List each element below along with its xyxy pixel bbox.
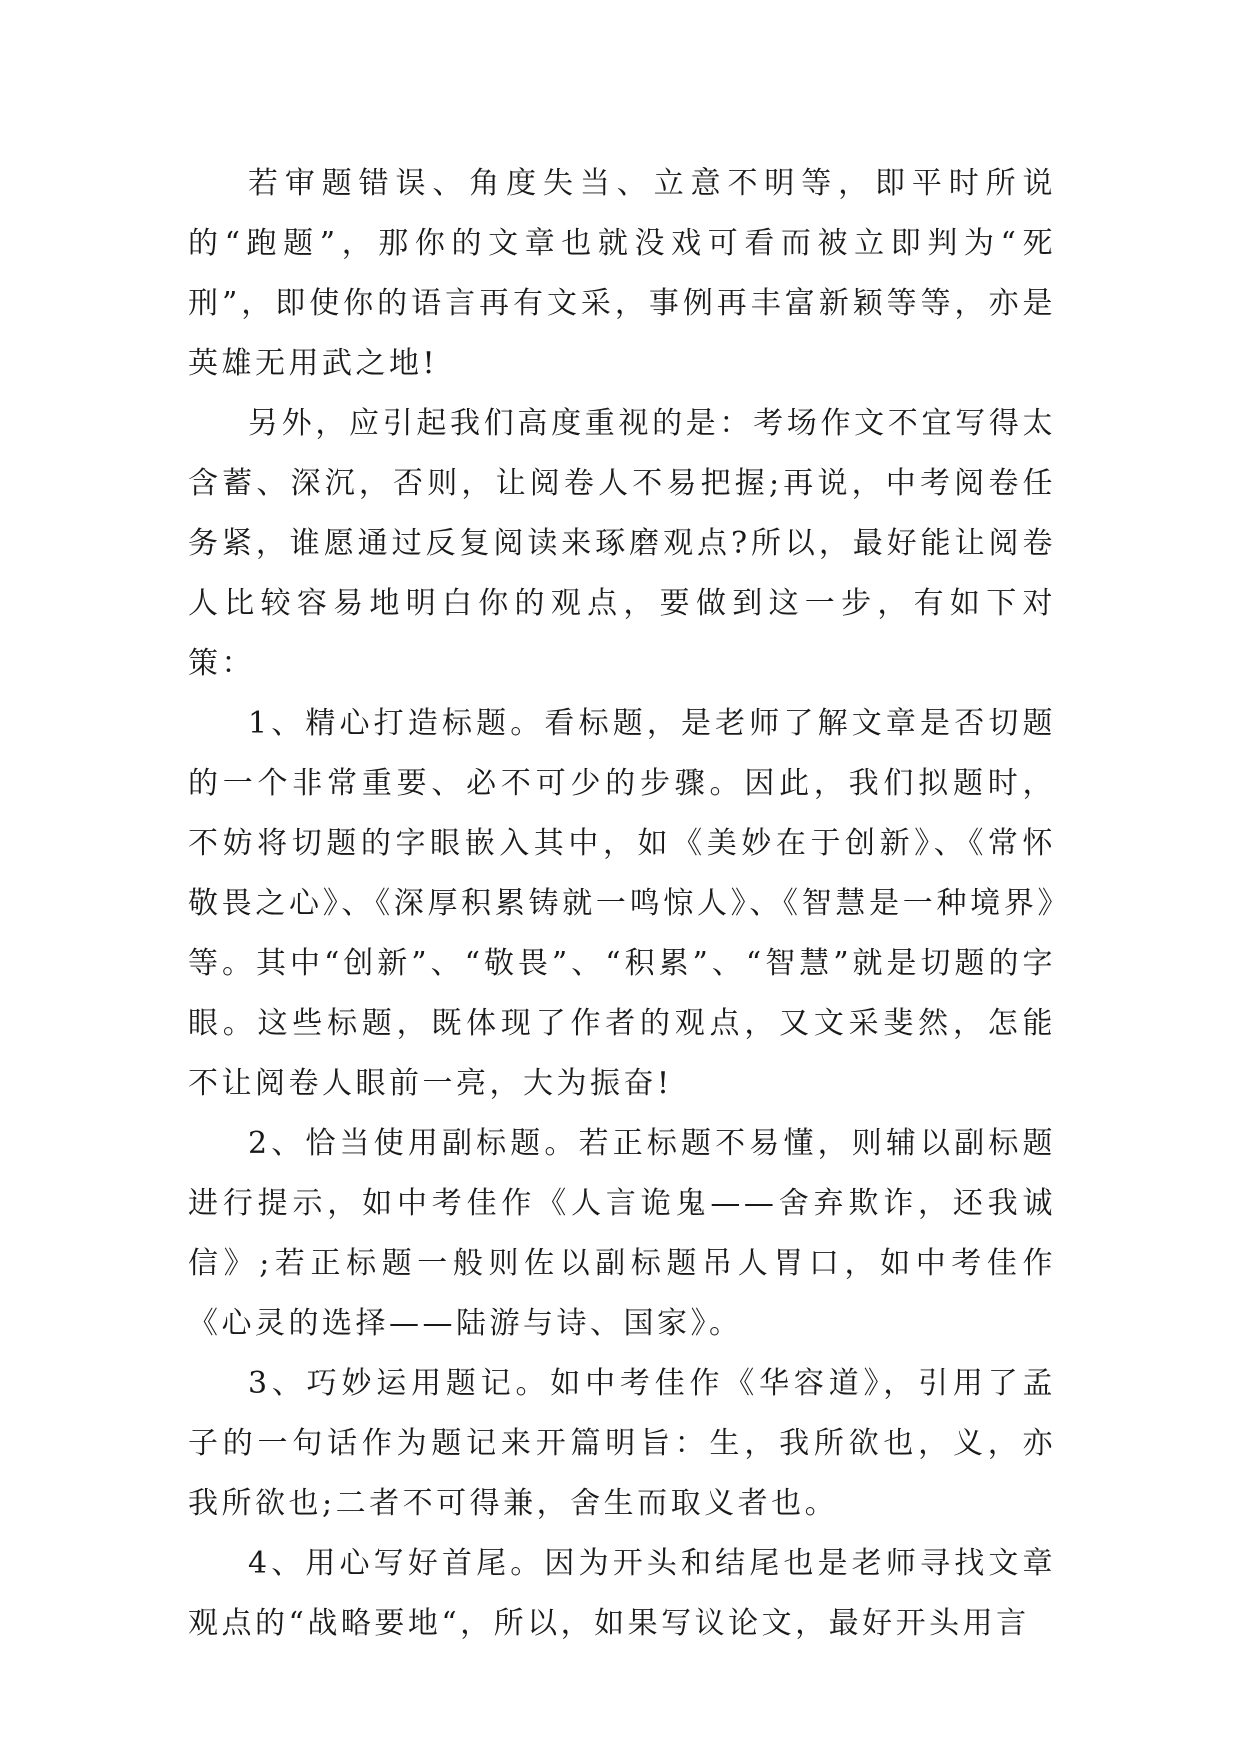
- paragraph-1: 若审题错误、角度失当、立意不明等，即平时所说的“跑题”，那你的文章也就没戏可看而被立即判为“死刑”，即使你的语言再有文采，事例再丰富新颖等等，亦是英雄无用武之地!: [188, 166, 1056, 381]
- paragraph-5: 3、巧妙运用题记。如中考佳作《华容道》，引用了孟子的一句话作为题记来开篇明旨：生，我所欲也，义，亦我所欲也;二者不可得兼，舍生而取义者也。: [188, 1366, 1056, 1521]
- paragraph-4: 2、恰当使用副标题。若正标题不易懂，则辅以副标题进行提示，如中考佳作《人言诡鬼——舍弃欺诈，还我诚信》;若正标题一般则佐以副标题吊人胃口，如中考佳作《心灵的选择——陆游与诗、国家》。: [188, 1126, 1056, 1341]
- document-body: [188, 154, 1056, 1654]
- paragraph-6: 4、用心写好首尾。因为开头和结尾也是老师寻找文章观点的“战略要地“，所以，如果写议论文，最好开头用言: [188, 1546, 1056, 1641]
- paragraph-3: 1、精心打造标题。看标题，是老师了解文章是否切题的一个非常重要、必不可少的步骤。因此，我们拟题时，不妨将切题的字眼嵌入其中，如《美妙在于创新》、《常怀敬畏之心》、《深厚积累铸就一鸣惊人》、《智慧是一种境界》等。其中“创新”、“敬畏”、“积累”、“智慧”就是切题的字眼。这些标题，既体现了作者的观点，又文采斐然，怎能不让阅卷人眼前一亮，大为振奋!: [188, 706, 1056, 1101]
- paragraph-2: 另外，应引起我们高度重视的是：考场作文不宜写得太含蓄、深沉，否则，让阅卷人不易把握;再说，中考阅卷任务紧，谁愿通过反复阅读来琢磨观点?所以，最好能让阅卷人比较容易地明白你的观点，要做到这一步，有如下对策：: [188, 406, 1056, 681]
